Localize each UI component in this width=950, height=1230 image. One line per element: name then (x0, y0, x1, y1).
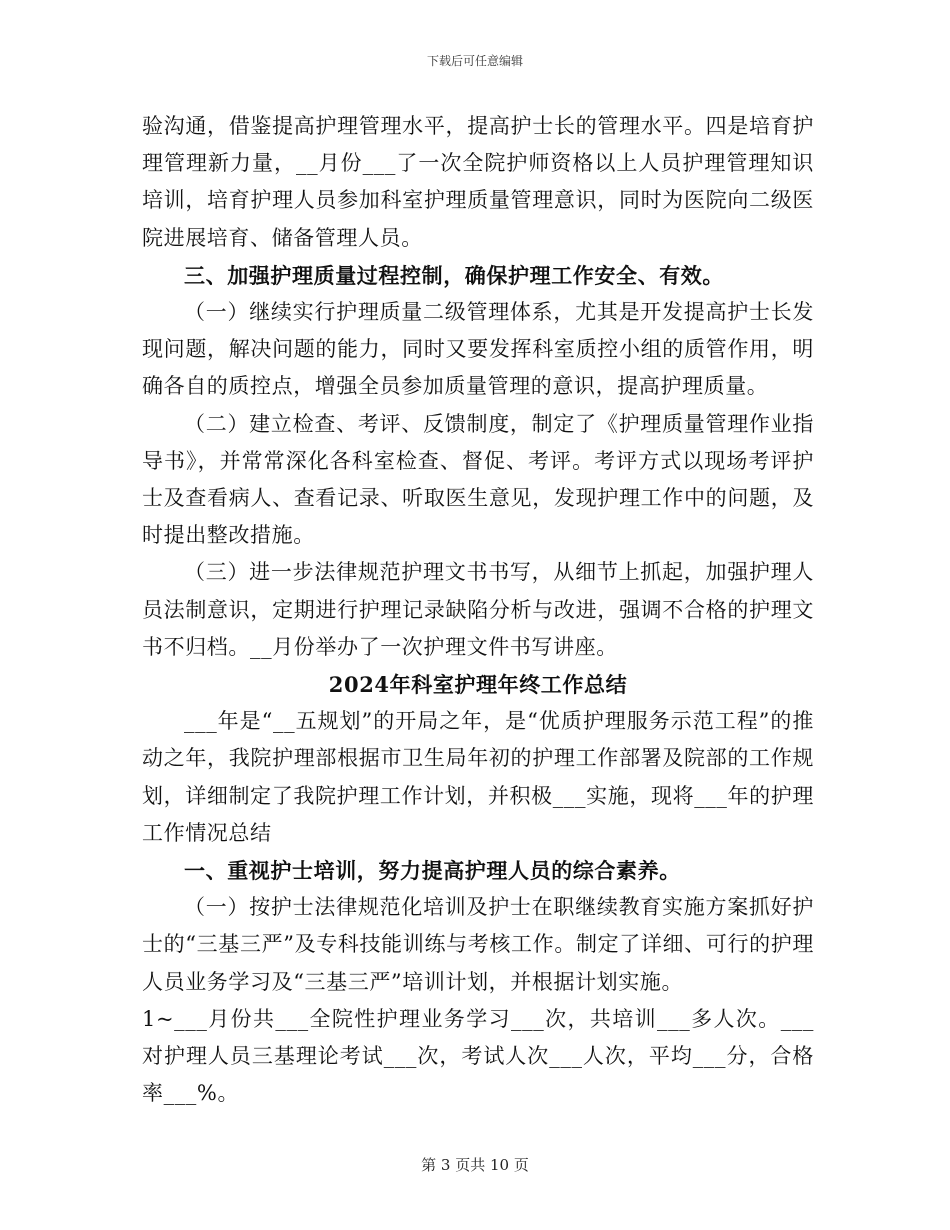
paragraph-training: （一）按护士法律规范化培训及护士在职继续教育实施方案抓好护士的“三基三严”及专科技能训练与考核工作。制定了详细、可行的护理人员业务学习及“三基三严”培训计划，并根据计划实施。 (142, 895, 814, 994)
paragraph-item-3: （三）进一步法律规范护理文书书写，从细节上抓起，加强护理人员法制意识，定期进行护理记录缺陷分析与改进，强调不合格的护理文书不归档。__月份举办了一次护理文件书写讲座。 (142, 560, 814, 659)
paragraph-intro: ___年是“__五规划”的开局之年，是“优质护理服务示范工程”的推动之年，我院护理部根据市卫生局年初的护理工作部署及院部的工作规划，详细制定了我院护理工作计划，并积极___实施，现将___年的护理工作情况总结 (142, 709, 814, 845)
page-header: 下载后可任意编辑 (426, 54, 523, 68)
section-heading-1: 一、重视护士培训，努力提高护理人员的综合素养。 (184, 858, 681, 884)
document-body (142, 108, 814, 1112)
section-heading-3: 三、加强护理质量过程控制，确保护理工作安全、有效。 (184, 262, 724, 288)
paragraph-item-1: （一）继续实行护理质量二级管理体系，尤其是开发提高护士长发现问题，解决问题的能力，同时又要发挥科室质控小组的质管作用，明确各自的质控点，增强全员参加质量管理的意识，提高护理质量。 (142, 300, 814, 399)
document-title: 2024年科室护理年终工作总结 (328, 672, 628, 698)
paragraph-statistics: 1~___月份共___全院性护理业务学习___次，共培训___多人次。___对护理人员三基理论考试___次，考试人次___人次，平均___分，合格率___%。 (142, 1006, 814, 1106)
paragraph-item-2: （二）建立检查、考评、反馈制度，制定了《护理质量管理作业指导书》，并常常深化各科室检查、督促、考评。考评方式以现场考评护士及查看病人、查看记录、听取医生意见，发现护理工作中的问题，及时提出整改措施。 (142, 411, 814, 548)
page-footer: 第 3 页共 10 页 (421, 1156, 529, 1174)
paragraph-continuation: 验沟通，借鉴提高护理管理水平，提高护士长的管理水平。四是培育护理管理新力量，__月份___了一次全院护师资格以上人员护理管理知识培训，培育护理人员参加科室护理质量管理意识，同时为医院向二级医院进展培育、储备管理人员。 (142, 114, 814, 250)
